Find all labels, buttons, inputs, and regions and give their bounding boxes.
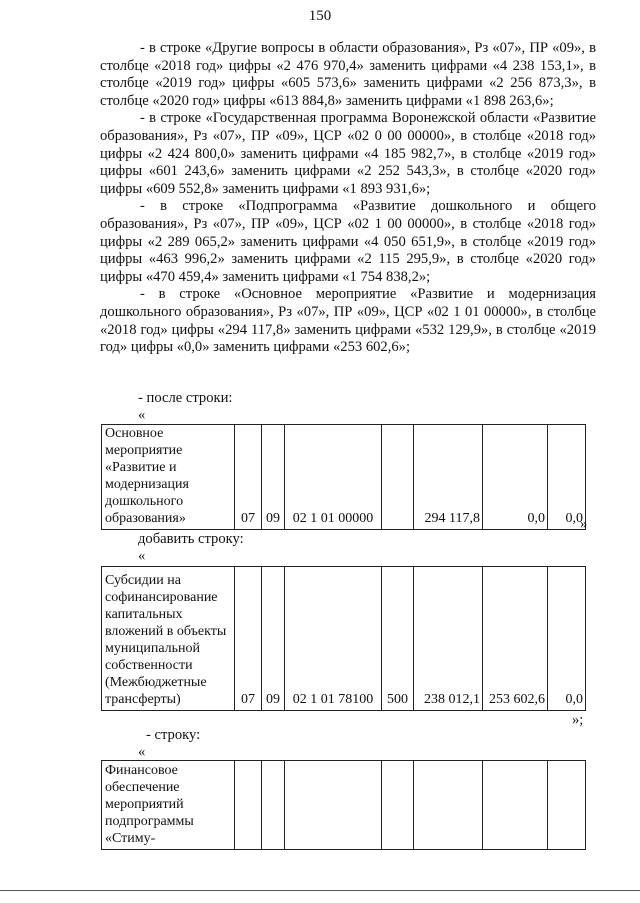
cell-2019: 253 602,6 (483, 567, 548, 711)
footer-divider (0, 890, 640, 891)
cell-rz: 07 (235, 425, 262, 530)
cell-2020: 0,0 (548, 567, 586, 711)
close-quote-2: »; (572, 712, 584, 728)
after-row-label: - после строки: (138, 390, 233, 406)
cell-vr: 500 (382, 567, 414, 711)
cell-vr (382, 425, 414, 530)
row-name: Основное мероприятие «Развитие и модернизация дошкольного образования» (102, 425, 235, 530)
cell-rz: 07 (235, 567, 262, 711)
cell-pr (262, 761, 285, 850)
page-number: 150 (308, 8, 332, 24)
row-name: Финансовое обеспечение мероприятий подпрограммы «Стиму- (102, 761, 235, 850)
cell-pr: 09 (262, 567, 285, 711)
add-row-label: добавить строку: (138, 531, 244, 547)
row-name: Субсидии на софинансирование капитальных вложений в объекты муниципальной собственности (Межбюджетные трансферты) (102, 567, 235, 711)
table-row-financial-support (101, 760, 586, 850)
cell-csr: 02 1 01 78100 (285, 567, 382, 711)
paragraph-3: - в строке «Подпрограмма «Развитие дошкольного и общего образования», Рз «07», ПР «09», ЦСР «02 1 00 00000», в столбце «2018 год» цифры «2 289 065,2» заменить цифрами «4 050 651,9», в столбце «2019 год» цифры «463 996,2» заменить цифрами «2 115 295,9», в столбце «2020 год» цифры «470 459,4» заменить цифрами «1 754 838,2»; (100, 198, 596, 285)
open-quote-1: « (138, 407, 146, 423)
cell-2019 (483, 761, 548, 850)
body-text (100, 40, 596, 357)
cell-2020 (548, 761, 586, 850)
cell-2018: 294 117,8 (414, 425, 483, 530)
paragraph-2: - в строке «Государственная программа Воронежской области «Развитие образования», Рз «07», ПР «09», ЦСР «02 0 00 00000», в столбце «2018 год» цифры «2 424 800,0» заменить цифрами «4 185 982,7», в столбце «2019 год» цифры «601 243,6» заменить цифрами «2 252 543,3», в столбце «2020 год» цифры «609 552,8» заменить цифрами «1 893 931,6»; (100, 110, 596, 197)
paragraph-1: - в строке «Другие вопросы в области образования», Рз «07», ПР «09», в столбце «2018 год» цифры «2 476 970,4» заменить цифрами «4 238 153,1», в столбце «2019 год» цифры «605 573,6» заменить цифрами «2 256 873,3», в столбце «2020 год» цифры «613 884,8» заменить цифрами «1 898 263,6»; (100, 40, 596, 109)
cell-rz (235, 761, 262, 850)
cell-csr (285, 761, 382, 850)
close-quote-1: » (580, 516, 588, 532)
cell-csr: 02 1 01 00000 (285, 425, 382, 530)
cell-2018 (414, 761, 483, 850)
table-row-main-event (101, 424, 586, 530)
row-label: - строку: (146, 727, 201, 743)
open-quote-3: « (138, 744, 146, 760)
cell-2018: 238 012,1 (414, 567, 483, 711)
cell-vr (382, 761, 414, 850)
paragraph-4: - в строке «Основное мероприятие «Развитие и модернизация дошкольного образования», Рз «07», ПР «09», ЦСР «02 1 01 00000», в столбце «2018 год» цифры «294 117,8» заменить цифрами «532 129,9», в столбце «2019 год» цифры «0,0» заменить цифрами «253 602,6»; (100, 286, 596, 356)
table-row-subsidies (101, 566, 586, 711)
cell-pr: 09 (262, 425, 285, 530)
open-quote-2: « (138, 548, 146, 564)
cell-2020: 0,0 (548, 425, 586, 530)
cell-2019: 0,0 (483, 425, 548, 530)
